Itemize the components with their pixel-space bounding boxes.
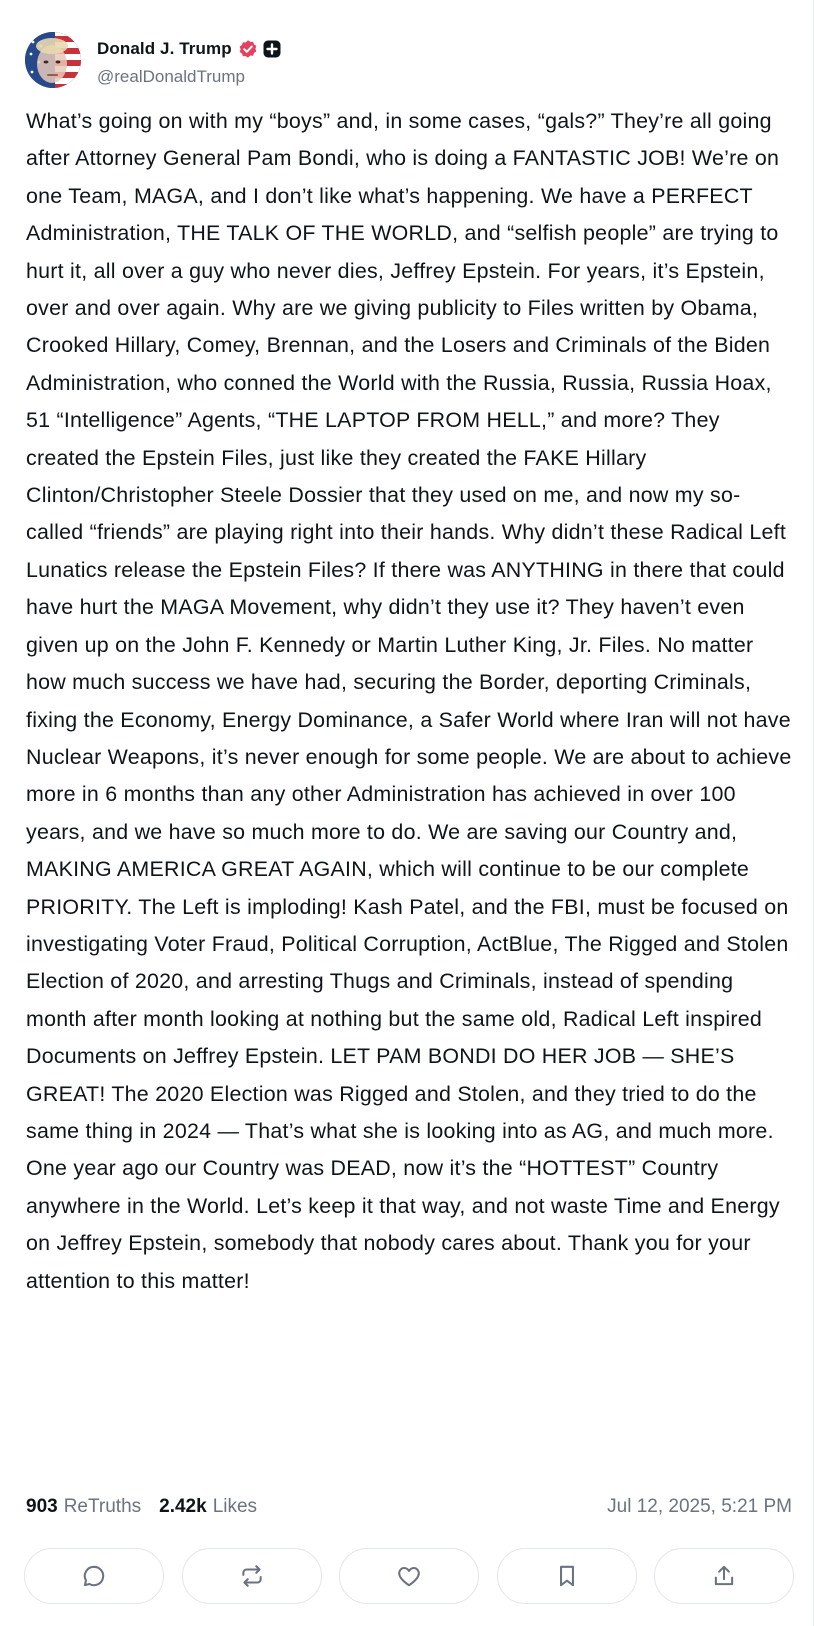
post-header	[25, 32, 282, 88]
retruths-count: 903	[26, 1496, 58, 1517]
likes-label: Likes	[212, 1496, 258, 1517]
retruth-icon	[239, 1563, 265, 1589]
reply-button[interactable]	[24, 1548, 164, 1604]
share-icon	[711, 1563, 737, 1589]
likes-count: 2.42k	[159, 1496, 207, 1517]
post-stats	[26, 1496, 792, 1518]
share-button[interactable]	[654, 1548, 794, 1604]
bookmark-button[interactable]	[497, 1548, 637, 1604]
bookmark-icon	[554, 1563, 580, 1589]
verified-badge-icon	[238, 39, 258, 59]
post-timestamp[interactable]: Jul 12, 2025, 5:21 PM	[607, 1496, 792, 1517]
author-handle[interactable]: @realDonaldTrump	[97, 67, 245, 86]
retruths-stat[interactable]	[26, 1496, 141, 1518]
likes-stat[interactable]	[159, 1496, 257, 1518]
avatar[interactable]	[25, 32, 81, 88]
avatar-image	[25, 32, 81, 88]
author-identity	[97, 32, 282, 87]
retruth-button[interactable]	[182, 1548, 322, 1604]
action-bar	[24, 1548, 794, 1604]
like-icon	[396, 1563, 422, 1589]
retruths-label: ReTruths	[63, 1496, 142, 1517]
post-text: What’s going on with my “boys” and, in some cases, “gals?” They’re all going after Attorney General Pam Bondi, who is doing a FANTASTIC JOB! We’re on one Team, MAGA, and I don’t like what’s happening. We have a PERFECT Administration, THE TALK OF THE WORLD, and “selfish people” are trying to hurt it, all over a guy who never dies, Jeffrey Epstein. For years, it’s Epstein, over and over again. Why are we giving publicity to Files written by Obama, Crooked Hillary, Comey, Brennan, and the Losers and Criminals of the Biden Administration, who conned the World with the Russia, Russia, Russia Hoax, 51 “Intelligence” Agents, “THE LAPTOP FROM HELL,” and more? They created the Epstein Files, just like they created the FAKE Hillary Clinton/Christopher Steele Dossier that they used on me, and now my so-called “friends” are playing right into their hands. Why didn’t these Radical Left Lunatics release the Epstein Files? If there was ANYTHING in there that could have hurt the MAGA Movement, why didn’t they use it? They haven’t even given up on the John F. Kennedy or Martin Luther King, Jr. Files. No matter how much success we have had, securing the Border, deporting Criminals, fixing the Economy, Energy Dominance, a Safer World where Iran will not have Nuclear Weapons, it’s never enough for some people. We are about to achieve more in 6 months than any other Administration has achieved in over 100 years, and we have so much more to do. We are saving our Country and, MAKING AMERICA GREAT AGAIN, which will continue to be our complete PRIORITY. The Left is imploding! Kash Patel, and the FBI, must be focused on investigating Voter Fraud, Political Corruption, ActBlue, The Rigged and Stolen Election of 2020, and arresting Thugs and Criminals, instead of spending month after month looking at nothing but the same old, Radical Left inspired Documents on Jeffrey Epstein. LET PAM BONDI DO HER JOB — SHE’S GREAT! The 2020 Election was Rigged and Stolen, and they tried to do the same thing in 2024 — That’s what she is looking into as AG, and much more. One year ago our Country was DEAD, now it’s the “HOTTEST” Country anywhere in the World. Let’s keep it that way, and not waste Time and Energy on Jeffrey Epstein, somebody that nobody cares about. Thank you for your attention to this matter!	[26, 109, 792, 1293]
truth-plus-badge-icon	[262, 39, 282, 59]
reply-icon	[81, 1563, 107, 1589]
name-row	[97, 37, 282, 61]
author-display-name[interactable]: Donald J. Trump	[97, 39, 232, 58]
like-button[interactable]	[339, 1548, 479, 1604]
